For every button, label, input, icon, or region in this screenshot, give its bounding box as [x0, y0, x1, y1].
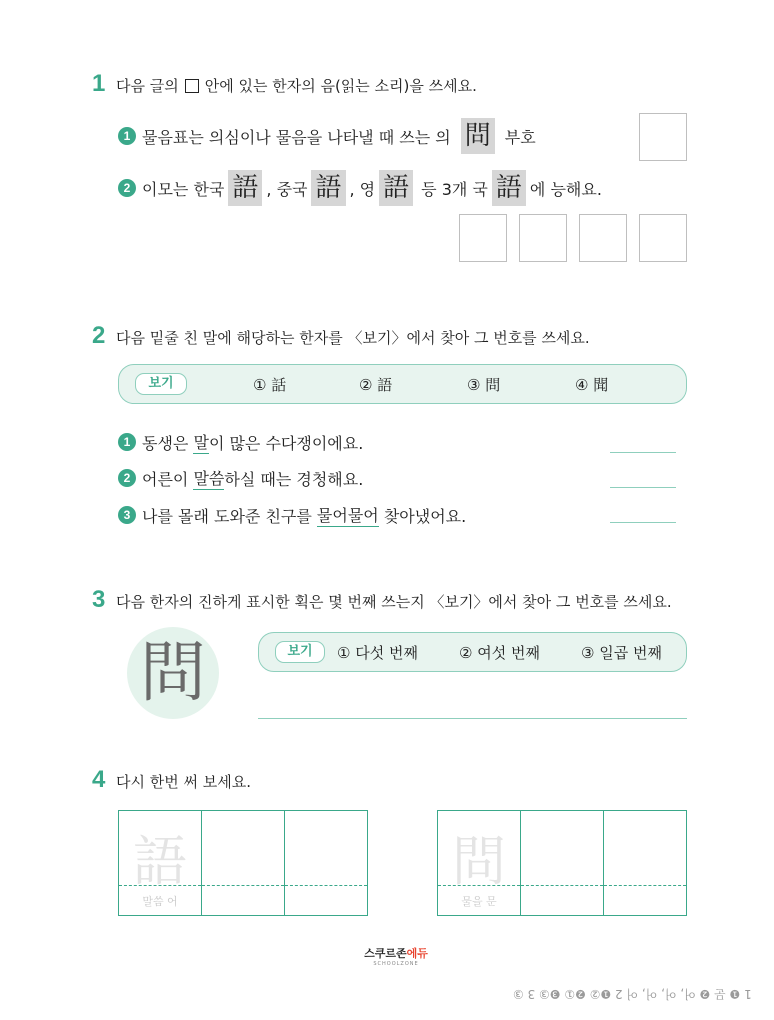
bogi-option-3: ③ 일곱 번째	[581, 644, 662, 662]
bogi-option-2: ② 여섯 번째	[459, 644, 540, 662]
answer-box-q1-2b[interactable]	[519, 214, 567, 262]
q3-bogi-box	[258, 632, 687, 672]
q3-hanja-circle	[127, 627, 219, 719]
item-number-badge: 2	[118, 179, 136, 197]
logo-sub-text: SCHOOLZONE	[373, 961, 419, 967]
blank-square-icon	[185, 79, 199, 93]
question-3-instruction: 다음 한자의 진하게 표시한 획은 몇 번째 쓰는지 〈보기〉에서 찾아 그 번호를 쓰세요.	[116, 593, 672, 611]
underlined-word: 물어물어	[317, 503, 379, 527]
item-text: 부호	[504, 127, 536, 147]
item-text: 동생은	[142, 433, 194, 453]
item-text: 등 3개 국	[421, 179, 488, 199]
item-text: , 영	[349, 179, 376, 199]
q3-stroke-hanja: 問	[140, 634, 206, 711]
item-text: 이 많은 수다쟁이에요.	[208, 433, 364, 453]
practice-cell[interactable]	[604, 811, 686, 915]
answer-box-q1-2d[interactable]	[639, 214, 687, 262]
answer-box-q1-2c[interactable]	[579, 214, 627, 262]
practice-cell-example	[438, 811, 521, 915]
q1-item-2	[118, 170, 602, 206]
highlighted-hanja: 語	[228, 170, 262, 206]
question-2-instruction: 다음 밑줄 친 말에 해당하는 한자를 〈보기〉에서 찾아 그 번호를 쓰세요.	[116, 329, 590, 347]
item-text: 나를 몰래 도와준 친구를	[142, 506, 317, 526]
practice-cell-example	[119, 811, 202, 915]
bogi-option-1: ① 話	[253, 376, 287, 394]
highlighted-hanja: 語	[492, 170, 526, 206]
item-number-badge: 2	[118, 469, 136, 487]
trace-hanja: 問	[452, 830, 506, 893]
question-2-number: 2	[92, 322, 106, 349]
trace-hanja: 語	[133, 830, 187, 893]
item-text: 찾아냈어요.	[378, 506, 467, 526]
publisher-logo	[356, 944, 436, 967]
question-4-instruction: 다시 한번 써 보세요.	[116, 773, 251, 791]
bogi-option-3: ③ 問	[467, 376, 501, 394]
highlighted-hanja: 語	[311, 170, 345, 206]
question-3-number: 3	[92, 586, 106, 613]
q2-item-1	[118, 430, 363, 454]
q2-item-2	[118, 466, 363, 490]
item-text: 물음표는 의심이나 물음을 나타낼 때 쓰는 의	[142, 127, 451, 147]
question-1-instruction	[116, 75, 477, 96]
answer-line-q3[interactable]	[258, 718, 687, 719]
bogi-option-2: ② 語	[359, 376, 393, 394]
guide-line	[521, 885, 603, 886]
q2-bogi-box	[118, 364, 687, 404]
bogi-label: 보기	[135, 373, 187, 395]
item-text: 어른이	[142, 469, 194, 489]
q1-item-1	[118, 118, 536, 154]
hanja-meaning: 말씀 어	[142, 895, 178, 908]
answer-line-q2-1[interactable]	[610, 452, 676, 453]
practice-cell[interactable]	[285, 811, 367, 915]
hanja-meaning: 물을 문	[461, 895, 497, 908]
q2-item-3	[118, 503, 466, 527]
logo-main-text: 스쿠르존	[364, 947, 407, 960]
underlined-word: 말	[193, 430, 208, 454]
highlighted-hanja: 問	[461, 118, 495, 154]
bogi-label: 보기	[275, 641, 325, 663]
item-text: 이모는 한국	[142, 179, 225, 199]
guide-line	[604, 885, 686, 886]
guide-line	[202, 885, 284, 886]
bogi-option-1: ① 다섯 번째	[337, 644, 418, 662]
highlighted-hanja: 語	[379, 170, 413, 206]
guide-line	[285, 885, 367, 886]
question-4-number: 4	[92, 766, 106, 793]
practice-cell[interactable]	[521, 811, 604, 915]
answer-box-q1-1[interactable]	[639, 113, 687, 161]
item-text: 에 능해요.	[529, 179, 602, 199]
underlined-word: 말씀	[193, 466, 224, 490]
instruction-text: 안에 있는 한자의 음(읽는 소리)을 쓰세요.	[204, 77, 477, 95]
guide-line	[119, 885, 201, 886]
item-text: , 중국	[266, 179, 308, 199]
practice-grid-1	[118, 810, 368, 916]
item-number-badge: 1	[118, 127, 136, 145]
instruction-text: 다음 글의	[116, 77, 179, 95]
logo-accent-text: 에듀	[406, 947, 428, 960]
bogi-option-4: ④ 聞	[575, 376, 609, 394]
answer-box-q1-2a[interactable]	[459, 214, 507, 262]
answer-key: 1 ❶ 문 ❷ 어, 어, 어, 어 2 ❶② ❷① ❸③ 3 ③	[513, 987, 752, 1001]
item-number-badge: 3	[118, 506, 136, 524]
question-1-number: 1	[92, 70, 106, 97]
practice-cell[interactable]	[202, 811, 285, 915]
practice-grid-2	[437, 810, 687, 916]
item-text: 하실 때는 경청해요.	[224, 469, 364, 489]
item-number-badge: 1	[118, 433, 136, 451]
answer-line-q2-2[interactable]	[610, 487, 676, 488]
guide-line	[438, 885, 520, 886]
answer-line-q2-3[interactable]	[610, 522, 676, 523]
